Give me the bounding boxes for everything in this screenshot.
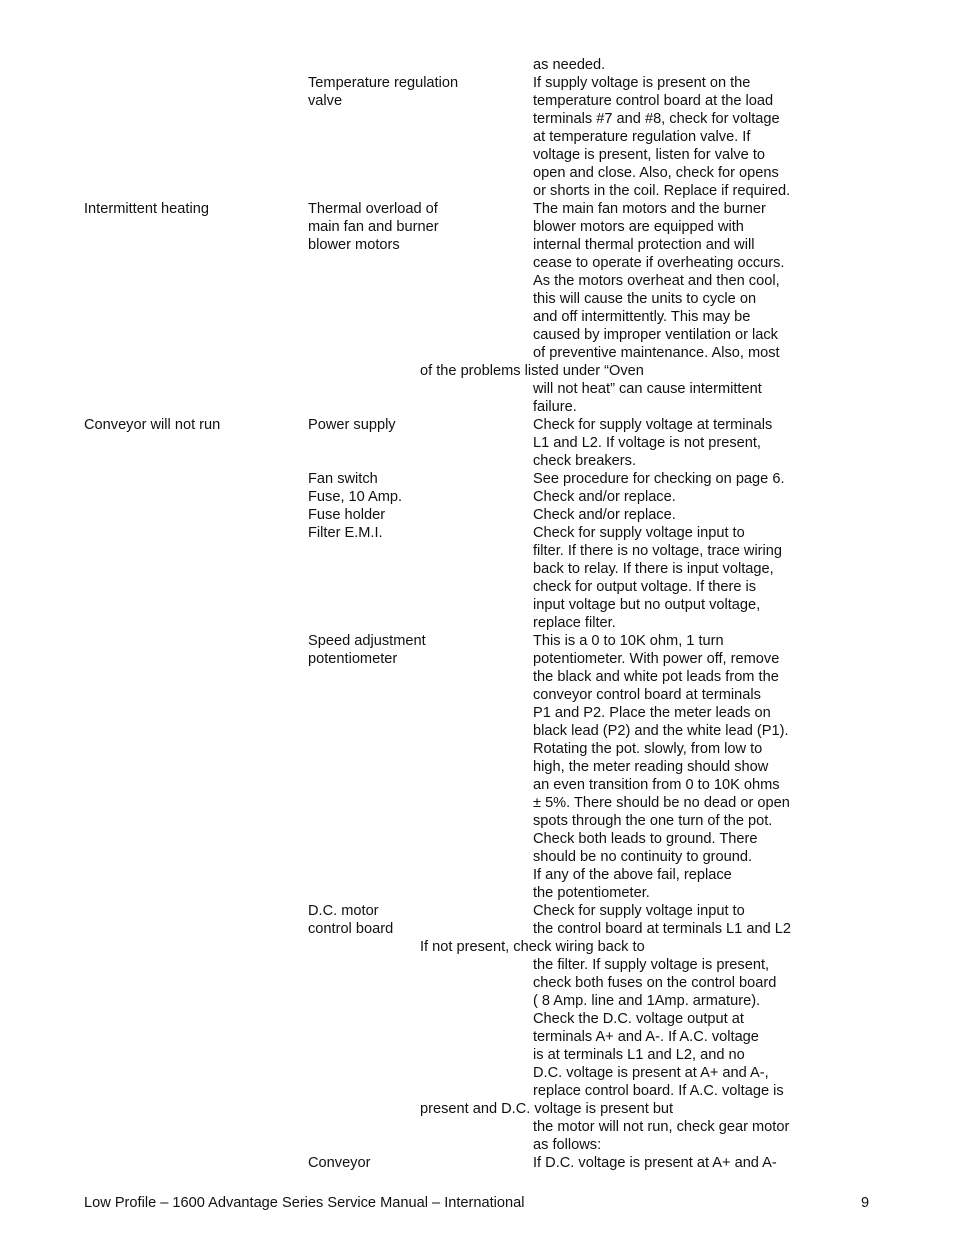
solution-line: See procedure for checking on page 6. [533, 471, 785, 487]
solution-line: ± 5%. There should be no dead or open [533, 795, 790, 811]
solution-line: terminals #7 and #8, check for voltage [533, 111, 780, 127]
page-number: 9 [861, 1195, 870, 1211]
cause-line: Filter E.M.I. [308, 525, 383, 541]
solution-line: conveyor control board at terminals [533, 687, 761, 703]
solution-line: As the motors overheat and then cool, [533, 273, 780, 289]
solution-line: at temperature regulation valve. If [533, 129, 751, 145]
solution-line: If D.C. voltage is present at A+ and A- [533, 1155, 777, 1171]
solution-line: cease to operate if overheating occurs. [533, 255, 785, 271]
solution-line: high, the meter reading should show [533, 759, 769, 775]
solution-line: If supply voltage is present on the [533, 75, 751, 91]
solution-line: filter. If there is no voltage, trace wiring [533, 543, 783, 559]
solution-line: replace filter. [533, 615, 616, 631]
solution-line: is at terminals L1 and L2, and no [533, 1047, 745, 1063]
solution-line: check breakers. [533, 453, 637, 469]
solution-line: open and close. Also, check for opens [533, 165, 779, 181]
cause-line: Fuse holder [308, 507, 386, 523]
solution-line: of the problems listed under “Oven [420, 363, 644, 379]
solution-line: present and D.C. voltage is present but [420, 1101, 674, 1117]
solution-line: failure. [533, 399, 577, 415]
solution-line: input voltage but no output voltage, [533, 597, 761, 613]
solution-line: will not heat” can cause intermittent [533, 381, 762, 397]
solution-line: this will cause the units to cycle on [533, 291, 757, 307]
cause-line: Conveyor [308, 1155, 371, 1171]
solution-line: temperature control board at the load [533, 93, 774, 109]
cause-line: D.C. motor [308, 903, 379, 919]
solution-line: should be no continuity to ground. [533, 849, 753, 865]
solution-line: check both fuses on the control board [533, 975, 777, 991]
problem-label: Intermittent heating [84, 201, 209, 217]
solution-line: L1 and L2. If voltage is not present, [533, 435, 761, 451]
cause-line: main fan and burner [308, 219, 439, 235]
cause-line: valve [308, 93, 343, 109]
solution-line: an even transition from 0 to 10K ohms [533, 777, 780, 793]
cause-line: Fuse, 10 Amp. [308, 489, 403, 505]
solution-line: If not present, check wiring back to [420, 939, 645, 955]
solution-line: back to relay. If there is input voltage, [533, 561, 774, 577]
solution-line: Check for supply voltage input to [533, 525, 745, 541]
solution-line: the black and white pot leads from the [533, 669, 779, 685]
solution-line: blower motors are equipped with [533, 219, 744, 235]
solution-line: P1 and P2. Place the meter leads on [533, 705, 771, 721]
solution-line: D.C. voltage is present at A+ and A-, [533, 1065, 769, 1081]
solution-line: the control board at terminals L1 and L2 [533, 921, 791, 937]
cause-line: potentiometer [308, 651, 398, 667]
solution-line: The main fan motors and the burner [533, 201, 766, 217]
solution-line: Check for supply voltage at terminals [533, 417, 773, 433]
solution-line: If any of the above fail, replace [533, 867, 732, 883]
solution-line: Check for supply voltage input to [533, 903, 745, 919]
solution-line: potentiometer. With power off, remove [533, 651, 780, 667]
footer-title: Low Profile – 1600 Advantage Series Service Manual – International [84, 1195, 525, 1211]
solution-line: voltage is present, listen for valve to [533, 147, 765, 163]
solution-line: Rotating the pot. slowly, from low to [533, 741, 763, 757]
solution-line: replace control board. If A.C. voltage is [533, 1083, 784, 1099]
solution-line: and off intermittently. This may be [533, 309, 751, 325]
solution-line: or shorts in the coil. Replace if required. [533, 183, 791, 199]
cause-line: control board [308, 921, 394, 937]
solution-line: Check the D.C. voltage output at [533, 1011, 744, 1027]
solution-line: black lead (P2) and the white lead (P1). [533, 723, 789, 739]
solution-line: ( 8 Amp. line and 1Amp. armature). [533, 993, 761, 1009]
solution-line: Check and/or replace. [533, 489, 676, 505]
cause-line: Speed adjustment [308, 633, 426, 649]
solution-line: the filter. If supply voltage is present, [533, 957, 770, 973]
solution-line: This is a 0 to 10K ohm, 1 turn [533, 633, 724, 649]
solution-line: of preventive maintenance. Also, most [533, 345, 780, 361]
solution-line: the potentiometer. [533, 885, 650, 901]
cause-line: blower motors [308, 237, 400, 253]
solution-line: terminals A+ and A-. If A.C. voltage [533, 1029, 759, 1045]
solution-line: check for output voltage. If there is [533, 579, 757, 595]
solution-line: Check and/or replace. [533, 507, 676, 523]
solution-line: Check both leads to ground. There [533, 831, 758, 847]
cause-line: Temperature regulation [308, 75, 459, 91]
cause-line: Fan switch [308, 471, 378, 487]
solution-line: caused by improper ventilation or lack [533, 327, 778, 343]
problem-label: Conveyor will not run [84, 417, 221, 433]
cause-line: Power supply [308, 417, 396, 433]
solution-line: as needed. [533, 57, 606, 73]
solution-line: as follows: [533, 1137, 602, 1153]
cause-line: Thermal overload of [308, 201, 438, 217]
solution-line: the motor will not run, check gear motor [533, 1119, 790, 1135]
solution-line: spots through the one turn of the pot. [533, 813, 773, 829]
solution-line: internal thermal protection and will [533, 237, 755, 253]
